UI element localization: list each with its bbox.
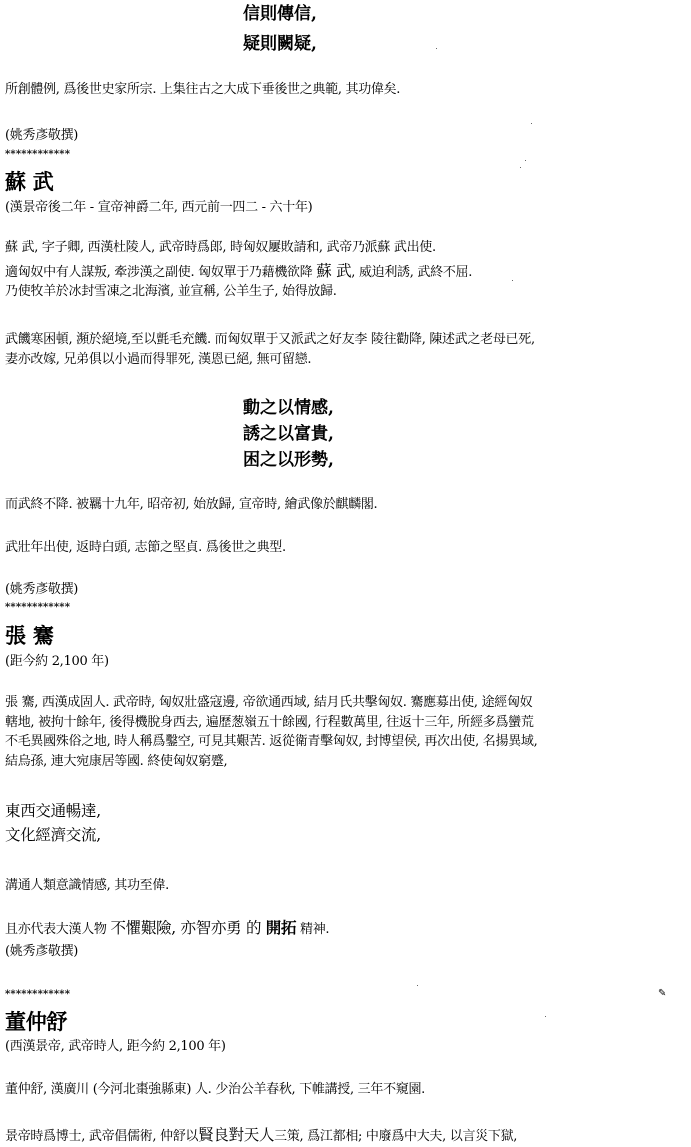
dongzhongshu-paragraph-1: 董仲舒, 漢廣川 (今河北棗強縣東) 人. 少治公羊春秋, 下帷講授, 三年不窺園. [5,1082,426,1097]
suwu-paragraph-3: 而武終不降. 被羈十九年, 昭帝初, 始放歸, 宣帝時, 繪武像於麒麟閣. [5,497,378,512]
dongzhongshu-dates: (西漢景帝, 武帝時人, 距今約 2,100 年) [5,1039,226,1054]
scan-speck [520,167,521,168]
text-line: 妻亦改嫁, 兄弟俱以小過而得罪死, 漢恩已絕, 無可留戀. [5,351,312,367]
top-verse-line-2: 疑則闕疑, [243,34,317,54]
zhangqian-verse-line-1: 東西交通暢達, [5,802,101,820]
suwu-name-emphasis: 蘇 武 [316,261,352,280]
top-verse-line-1: 信則傳信, [243,4,317,24]
suwu-dates: (漢景帝後二年 - 宣帝神爵二年, 西元前一四二 - 六十年) [5,200,313,215]
text-run: 三策, 爲江都相; 中廢爲中大夫, 以言災下獄, [274,1129,518,1144]
suwu-paragraph-4: 武壯年出使, 返時白頭, 志節之堅貞. 爲後世之典型. [5,540,286,555]
dongzhongshu-paragraph-2 [5,1124,689,1147]
scan-speck [512,280,513,281]
scan-speck [436,48,437,49]
section-divider: ************ [5,602,71,613]
text-run: 的 [245,919,266,937]
suwu-verse-line-3: 困之以形勢, [243,450,334,470]
text-line [5,260,689,283]
intro-paragraph: 所創體例, 爲後世史家所宗. 上集往古之大成下垂後世之典範, 其功偉矣. [5,82,401,97]
text-line: 蘇 武, 字子卿, 西漢杜陵人, 武帝時爲郎, 時匈奴屢敗請和, 武帝乃派蘇 武出使. [5,240,436,255]
text-run: 景帝時爲博士, 武帝倡儒術, 仲舒以 [5,1129,199,1144]
suwu-heading: 蘇 武 [5,169,54,194]
section-divider: ************ [5,149,71,160]
text-line: 結烏孫, 連大宛康居等國. 終使匈奴窮蹙, [5,753,228,769]
scan-mark: ✎ [658,988,667,999]
zhangqian-paragraph-1 [5,693,689,771]
emphasis-text: 賢良對天人 [198,1126,275,1144]
emphasis-text: 不懼艱險 [110,919,172,937]
emphasis-text: , 亦智亦勇 [171,919,246,937]
scan-speck [545,1016,546,1017]
suwu-paragraph-2 [5,330,689,369]
zhangqian-paragraph-2: 溝通人類意識情感, 其功至偉. [5,878,169,893]
text-line: 轄地, 被拘十餘年, 後得機脫身西去, 遍歷葱嶺五十餘國, 行程數萬里, 往返十三年, 所經多爲蠻荒 [5,714,534,730]
zhangqian-paragraph-3 [5,917,689,940]
section-divider: ************ [5,989,71,1000]
text-line: 乃使牧羊於冰封雪凍之北海濱, 並宣稱, 公羊生子, 始得放歸. [5,284,337,299]
text-line: 不毛異國殊俗之地, 時人稱爲鑿空, 可見其艱苦. 返從衛青擊匈奴, 封博望侯, 再次出使, 名揚異域, [5,734,538,749]
author-note: (姚秀彥敬撰) [5,128,79,143]
zhangqian-dates: (距今約 2,100 年) [5,654,109,669]
dongzhongshu-heading: 董仲舒 [5,1009,68,1034]
text-run: 且亦代表大漢人物 [5,922,111,937]
suwu-verse-line-2: 誘之以富貴, [243,424,334,444]
text-line: 張 騫, 西漢成固人. 武帝時, 匈奴壯盛寇邊, 帝欲通西域, 結月氏共擊匈奴. 騫應募出使, 途經匈奴 [5,695,533,710]
text-run: 精神. [296,922,330,937]
zhangqian-verse-line-2: 文化經濟交流, [5,826,101,844]
scan-speck [417,985,418,986]
scan-speck [531,123,532,124]
text-run: 適匈奴中有人謀叛, 牽涉漢之副使. 匈奴單于乃藉機欲降 [5,264,317,280]
suwu-paragraph-1 [5,238,689,302]
author-note: (姚秀彥敬撰) [5,582,79,597]
emphasis-text: 開拓 [265,918,297,937]
text-run: , 威迫利誘, 武終不屈. [351,264,473,280]
author-note: (姚秀彥敬撰) [5,944,79,959]
scan-speck [525,160,526,161]
text-line: 武饑寒困頓, 瀕於絕境,至以氈毛充饑. 而匈奴單于又派武之好友李 陵往勸降, 陳述武之老母已死, [5,332,535,347]
suwu-verse-line-1: 動之以情感, [243,398,334,418]
zhangqian-heading: 張 騫 [5,623,54,648]
